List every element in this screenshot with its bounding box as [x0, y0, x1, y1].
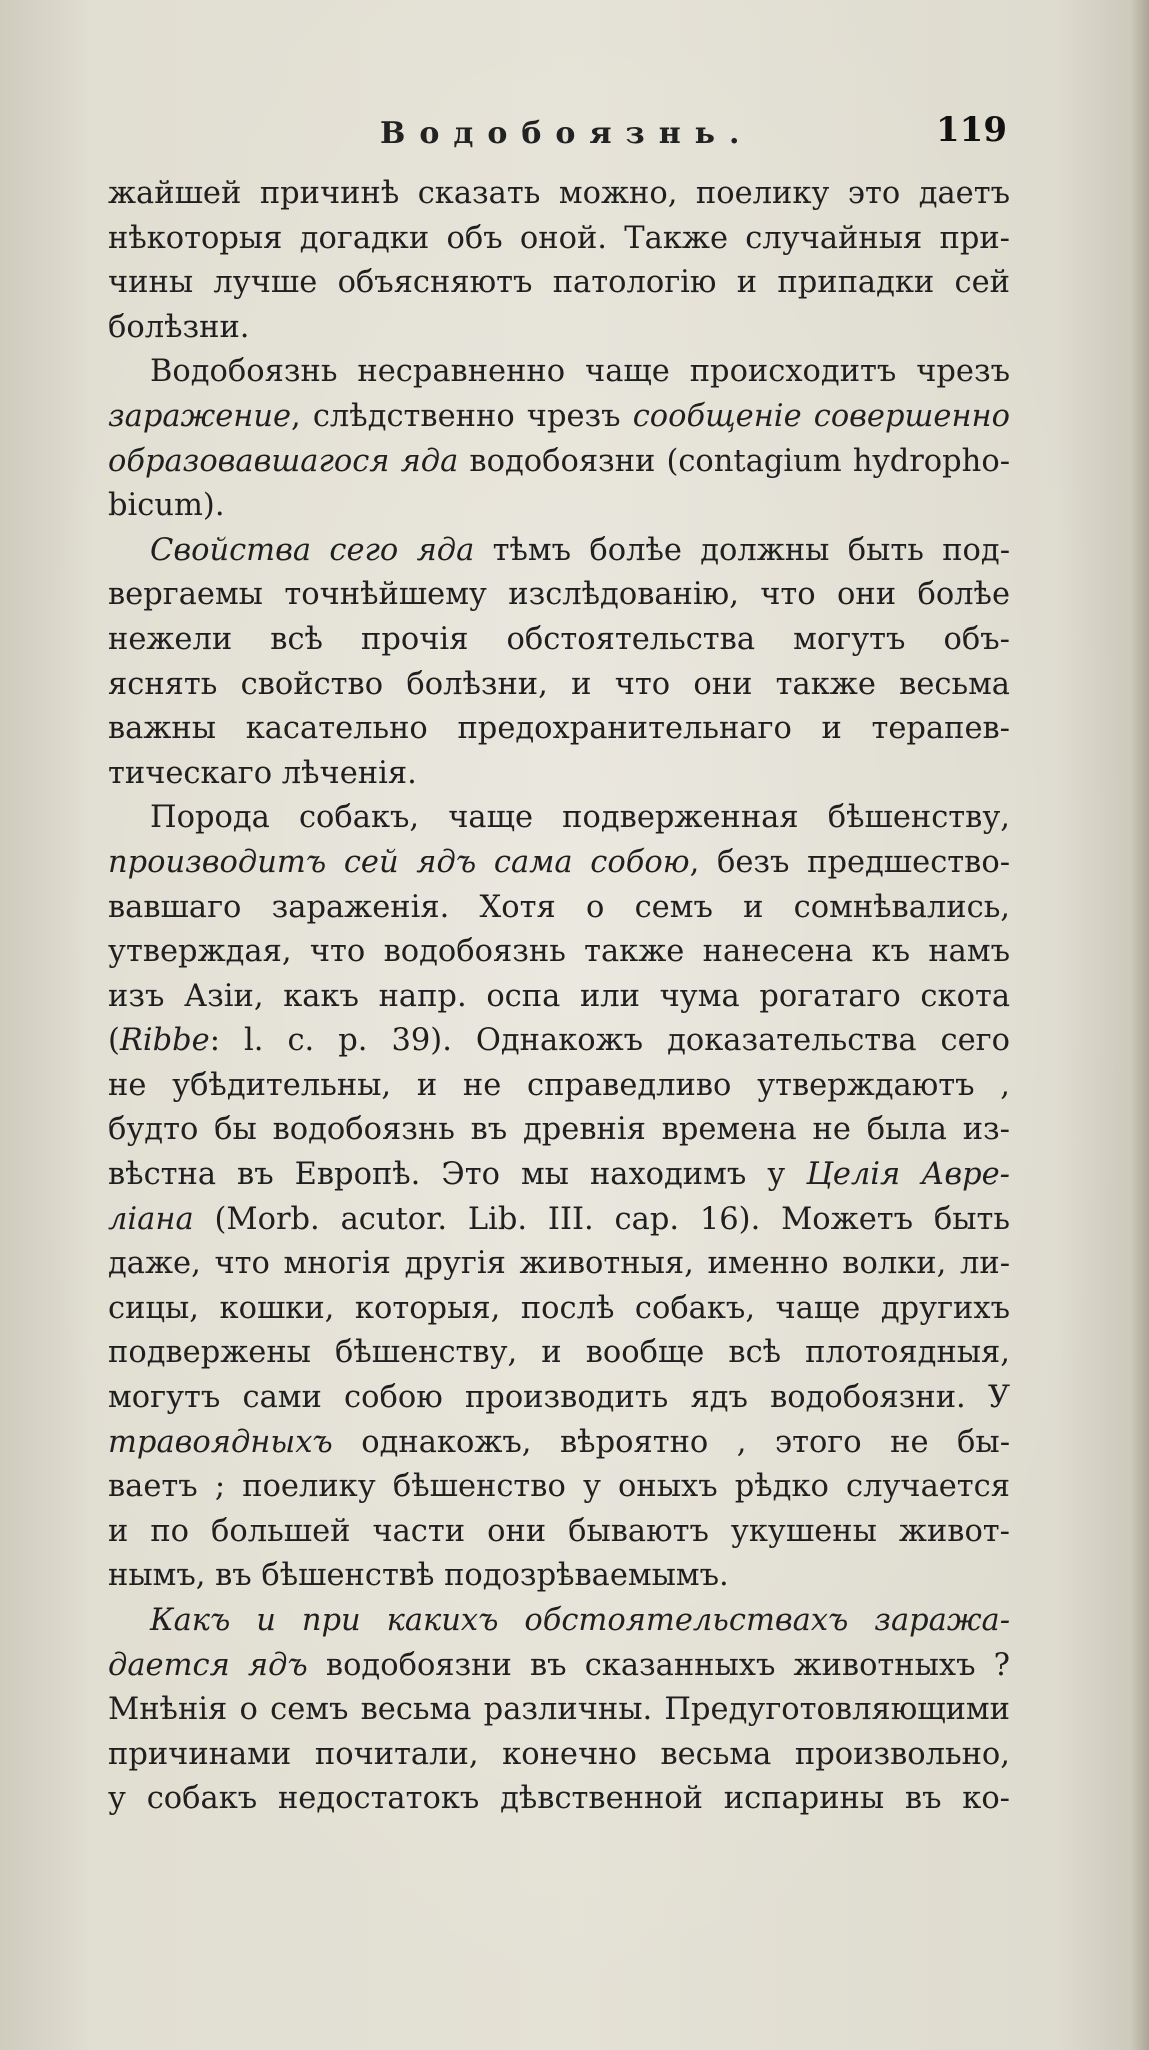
- running-title: Водобоязнь.: [380, 116, 754, 151]
- text-line: Порода собакъ, чаще подверженная бѣшенству,: [150, 800, 1010, 836]
- text-line: вергаемы точнѣйшему изслѣдованію, что они болѣе: [108, 577, 1010, 613]
- text-line: Какъ и при какихъ обстоятельствахъ заража-: [150, 1603, 1010, 1638]
- text-line: жайшей причинѣ сказать можно, поелику это даетъ: [108, 176, 1010, 211]
- italic-text: Ribbe: [119, 1023, 210, 1059]
- text-line: Мнѣнія о семъ весьма различны. Предуготовляющими: [108, 1692, 1010, 1728]
- text-line: и по большей части они бываютъ укушены живот-: [108, 1513, 1010, 1549]
- text-line: будто бы водобоязнь въ древнія времена не была из-: [108, 1112, 1010, 1148]
- text-line: ліана (Morb. acutor. Lib. III. cap. 16). Можетъ быть: [108, 1201, 1010, 1237]
- text-line: Свойства сего яда тѣмъ болѣе должны быть под-: [150, 532, 1010, 568]
- text-line: чины лучше объясняютъ патологію и припадки сей: [108, 265, 1010, 301]
- text-line: Водобоязнь несравненно чаще происходитъ чрезъ: [150, 354, 1010, 390]
- text-line: даже, что многія другія животныя, именно волки, ли-: [108, 1246, 1010, 1282]
- text-line: вѣстна въ Европѣ. Это мы находимъ у Целія Авре-: [108, 1157, 1010, 1193]
- page-header: [0, 112, 1149, 162]
- page-number: 119: [936, 110, 1007, 150]
- text-line: изъ Азіи, какъ напр. оспа или чума рогатаго скота: [108, 978, 1010, 1014]
- text-line: нѣкоторыя догадки объ оной. Также случайныя при-: [108, 220, 1010, 256]
- italic-text: производитъ сей ядъ сама собою: [108, 844, 690, 880]
- text-line: не убѣдительны, и не справедливо утверждаютъ ,: [108, 1067, 1010, 1103]
- text-line: производитъ сей ядъ сама собою, безъ предшество-: [108, 844, 1010, 880]
- text-line: дается ядъ водобоязни въ сказанныхъ животныхъ ?: [108, 1647, 1010, 1683]
- text-line: вавшаго зараженія. Хотя о семъ и сомнѣвались,: [108, 889, 1010, 925]
- text-line: bicum).: [108, 488, 225, 524]
- text-line: нежели всѣ прочія обстоятельства могутъ объ-: [108, 621, 1010, 657]
- text-line: (Ribbe: l. c. p. 39). Однакожъ доказательства сего: [108, 1023, 1010, 1059]
- italic-text: дается ядъ: [108, 1647, 308, 1683]
- text-line: у собакъ недостатокъ дѣвственной испарины въ ко-: [108, 1781, 1010, 1817]
- page-edge-shadow: [1131, 0, 1149, 2050]
- italic-text: Целія Авре-: [806, 1157, 1010, 1193]
- italic-text: заражение: [108, 398, 292, 434]
- text-line: образовавшагося яда водобоязни (contagium hydropho-: [108, 443, 1010, 479]
- text-line: могутъ сами собою производить ядъ водобоязни. У: [108, 1380, 1010, 1416]
- text-line: сицы, кошки, которыя, послѣ собакъ, чаще другихъ: [108, 1290, 1010, 1326]
- text-line: нымъ, въ бѣшенствѣ подозрѣваемымъ.: [108, 1558, 729, 1594]
- text-line: причинами почитали, конечно весьма произвольно,: [108, 1736, 1010, 1772]
- text-line: важны касательно предохранительнаго и терапев-: [108, 711, 1010, 747]
- text-line: травоядныхъ однакожъ, вѣроятно , этого не бы-: [108, 1424, 1010, 1460]
- body-text: [108, 172, 1010, 1822]
- italic-text: травоядныхъ: [108, 1424, 333, 1460]
- italic-text: ліана: [108, 1201, 194, 1237]
- text-line: ваетъ ; поелику бѣшенство у оныхъ рѣдко случается: [108, 1469, 1010, 1505]
- text-line: тическаго лѣченія.: [108, 755, 417, 791]
- text-line: заражение, слѣдственно чрезъ сообщеніе совершенно: [108, 398, 1010, 434]
- italic-text: образовавшагося яда: [108, 443, 459, 479]
- text-line: утверждая, что водобоязнь также нанесена къ намъ: [108, 934, 1010, 970]
- italic-text: Свойства сего яда: [150, 532, 475, 568]
- italic-text: сообщеніе совершенно: [632, 398, 1010, 434]
- text-line: болѣзни.: [108, 309, 250, 345]
- text-line: яснять свойство болѣзни, и что они также весьма: [108, 666, 1010, 702]
- text-line: подвержены бѣшенству, и вообще всѣ плотоядныя,: [108, 1335, 1010, 1371]
